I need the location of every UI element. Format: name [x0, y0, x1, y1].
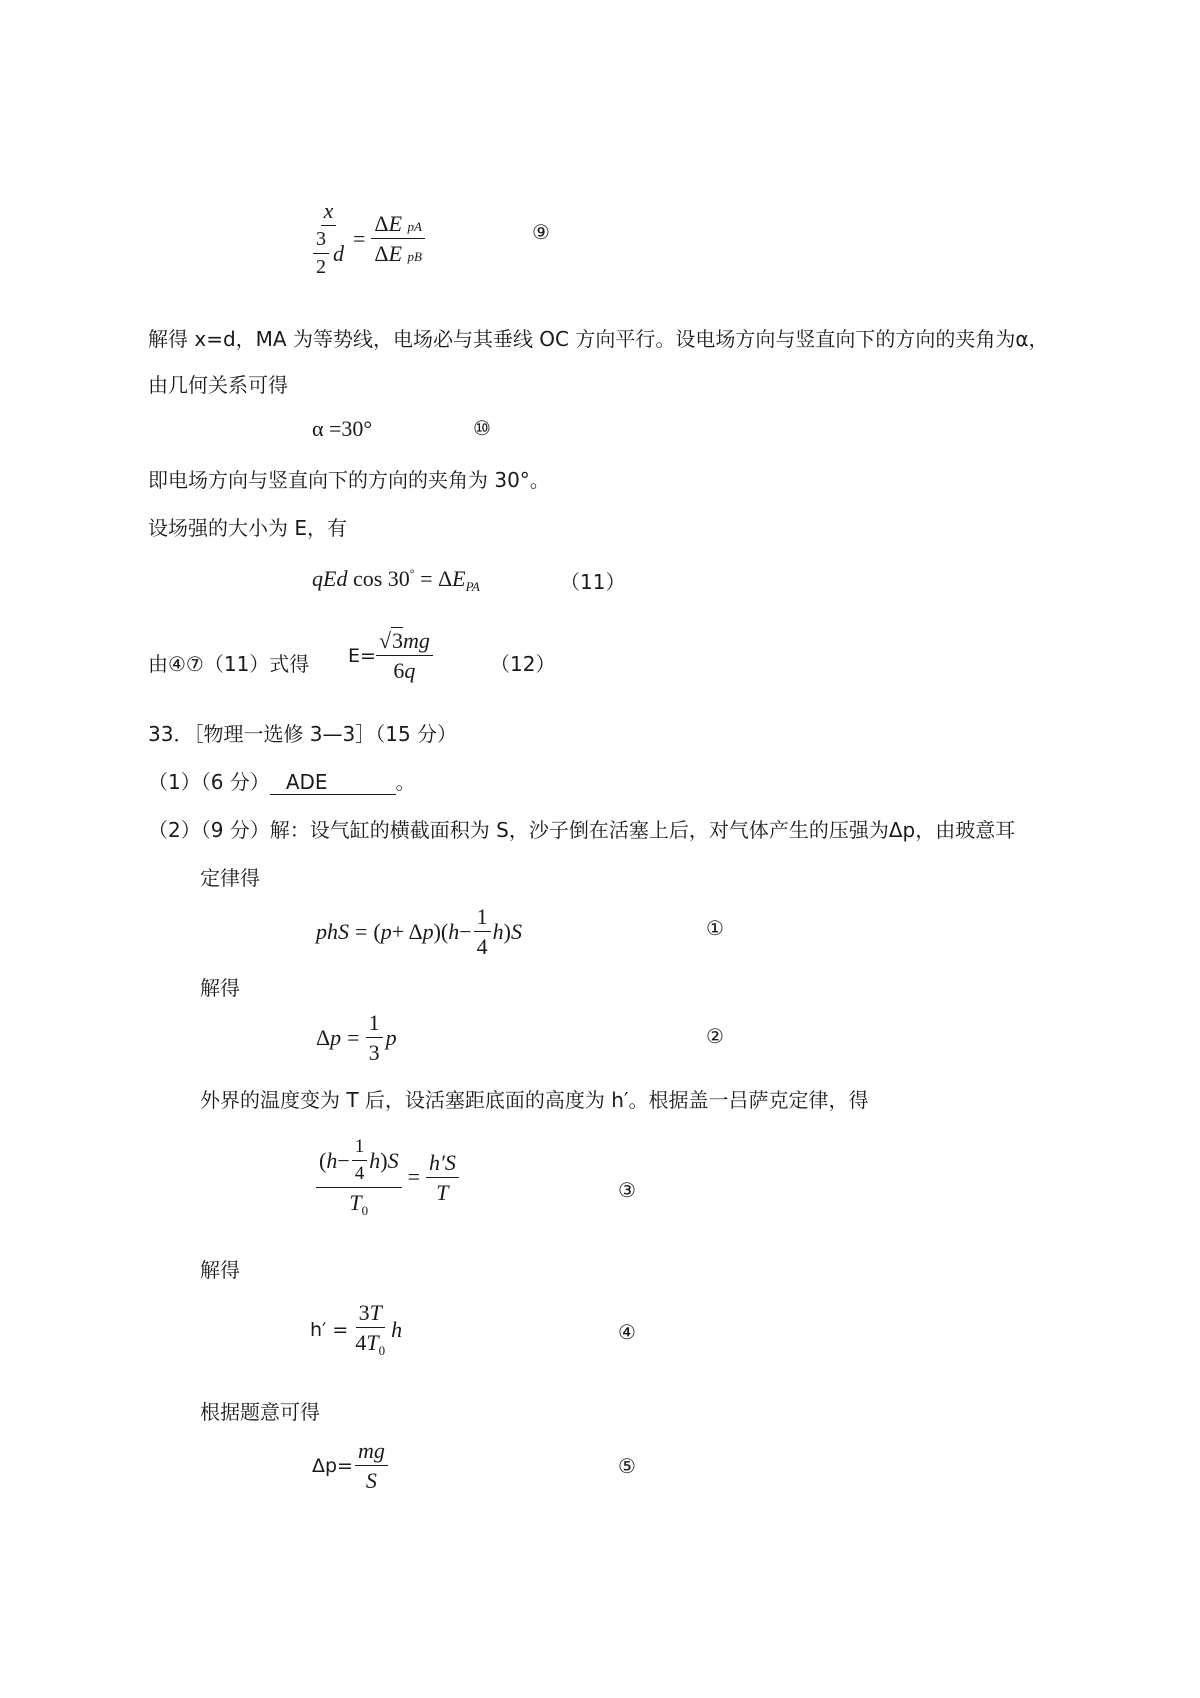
equation-mark-c1: ① [706, 916, 724, 940]
equation-mark-c3: ③ [618, 1178, 636, 1202]
part-1-line [148, 766, 416, 795]
question-33-heading: 33．［物理一选修 3—3］（15 分） [148, 722, 458, 746]
equation-c1: phS = ( p + Δ p )( h − $\frac{1}{4}$ h ) S [316, 904, 522, 960]
equation-mark-c2: ② [706, 1024, 724, 1048]
part-2-line-2: 定律得 [200, 866, 260, 890]
equation-mark-c4: ④ [618, 1320, 636, 1344]
text-line-2: 由几何关系可得 [148, 373, 288, 397]
equation-mark-11: （11） [560, 570, 626, 594]
equation-c3: ( h − $\frac{1}{4}$ h ) S $T_0$ = $\frac{h'S}{T}$ [316, 1136, 459, 1219]
equation-c2: Δ p = $\frac{1}{3}$ p [316, 1010, 397, 1066]
equation-mark-9: ⑨ [532, 220, 550, 244]
part-1-answer: ADE [270, 770, 396, 795]
part-2-line-1: （2）（9 分）解：设气缸的横截面积为 S，沙子倒在活塞上后，对气体产生的压强为Δp，由玻意耳 [148, 818, 1016, 842]
text-line-1: 解得 x=d，MA 为等势线，电场必与其垂线 OC 方向平行。设电场方向与竖直向下的方向的夹角为α， [148, 327, 1049, 351]
equation-12: E= $\frac{√3mg}{6q}$ [348, 628, 433, 684]
text-line-3: 即电场方向与竖直向下的方向的夹角为 30°。 [148, 468, 550, 492]
equation-9: x $\frac{3}{2}$ d = $\frac{\text{ΔE pA}}{\text{ΔE pB}}$ [310, 198, 425, 279]
equation-mark-c5: ⑤ [618, 1454, 636, 1478]
part-1-suffix: 。 [395, 770, 416, 794]
text-line-5: 由④⑦（11）式得 [148, 652, 310, 676]
solve-label-2: 解得 [200, 1258, 240, 1282]
equation-c4: h′ = $\frac{3T}{4T_0}$ h [310, 1300, 403, 1359]
text-line-4: 设场强的大小为 E，有 [148, 516, 347, 540]
part-2-line-3: 外界的温度变为 T 后，设活塞距底面的高度为 h′。根据盖一吕萨克定律，得 [200, 1088, 869, 1112]
solve-label-1: 解得 [200, 976, 240, 1000]
fraction-x-over-3-2-d: x $\frac{3}{2}$ d [310, 198, 347, 279]
part-1-prefix: （1）（6 分） [148, 770, 270, 794]
equation-mark-10: ⑩ [473, 416, 491, 440]
equation-c5: Δp= $\frac{mg}{S}$ [312, 1438, 388, 1494]
part-2-line-4: 根据题意可得 [200, 1400, 320, 1424]
fraction-delta-epa-over-epb: $\frac{\text{ΔE pA}}{\text{ΔE pB}}$ [371, 211, 425, 267]
equation-11: qEd $\cos 30^\circ = \Delta E_{PA}$ [312, 566, 480, 594]
equation-mark-12: （12） [490, 652, 556, 676]
equation-alpha: α =30° [312, 416, 373, 441]
